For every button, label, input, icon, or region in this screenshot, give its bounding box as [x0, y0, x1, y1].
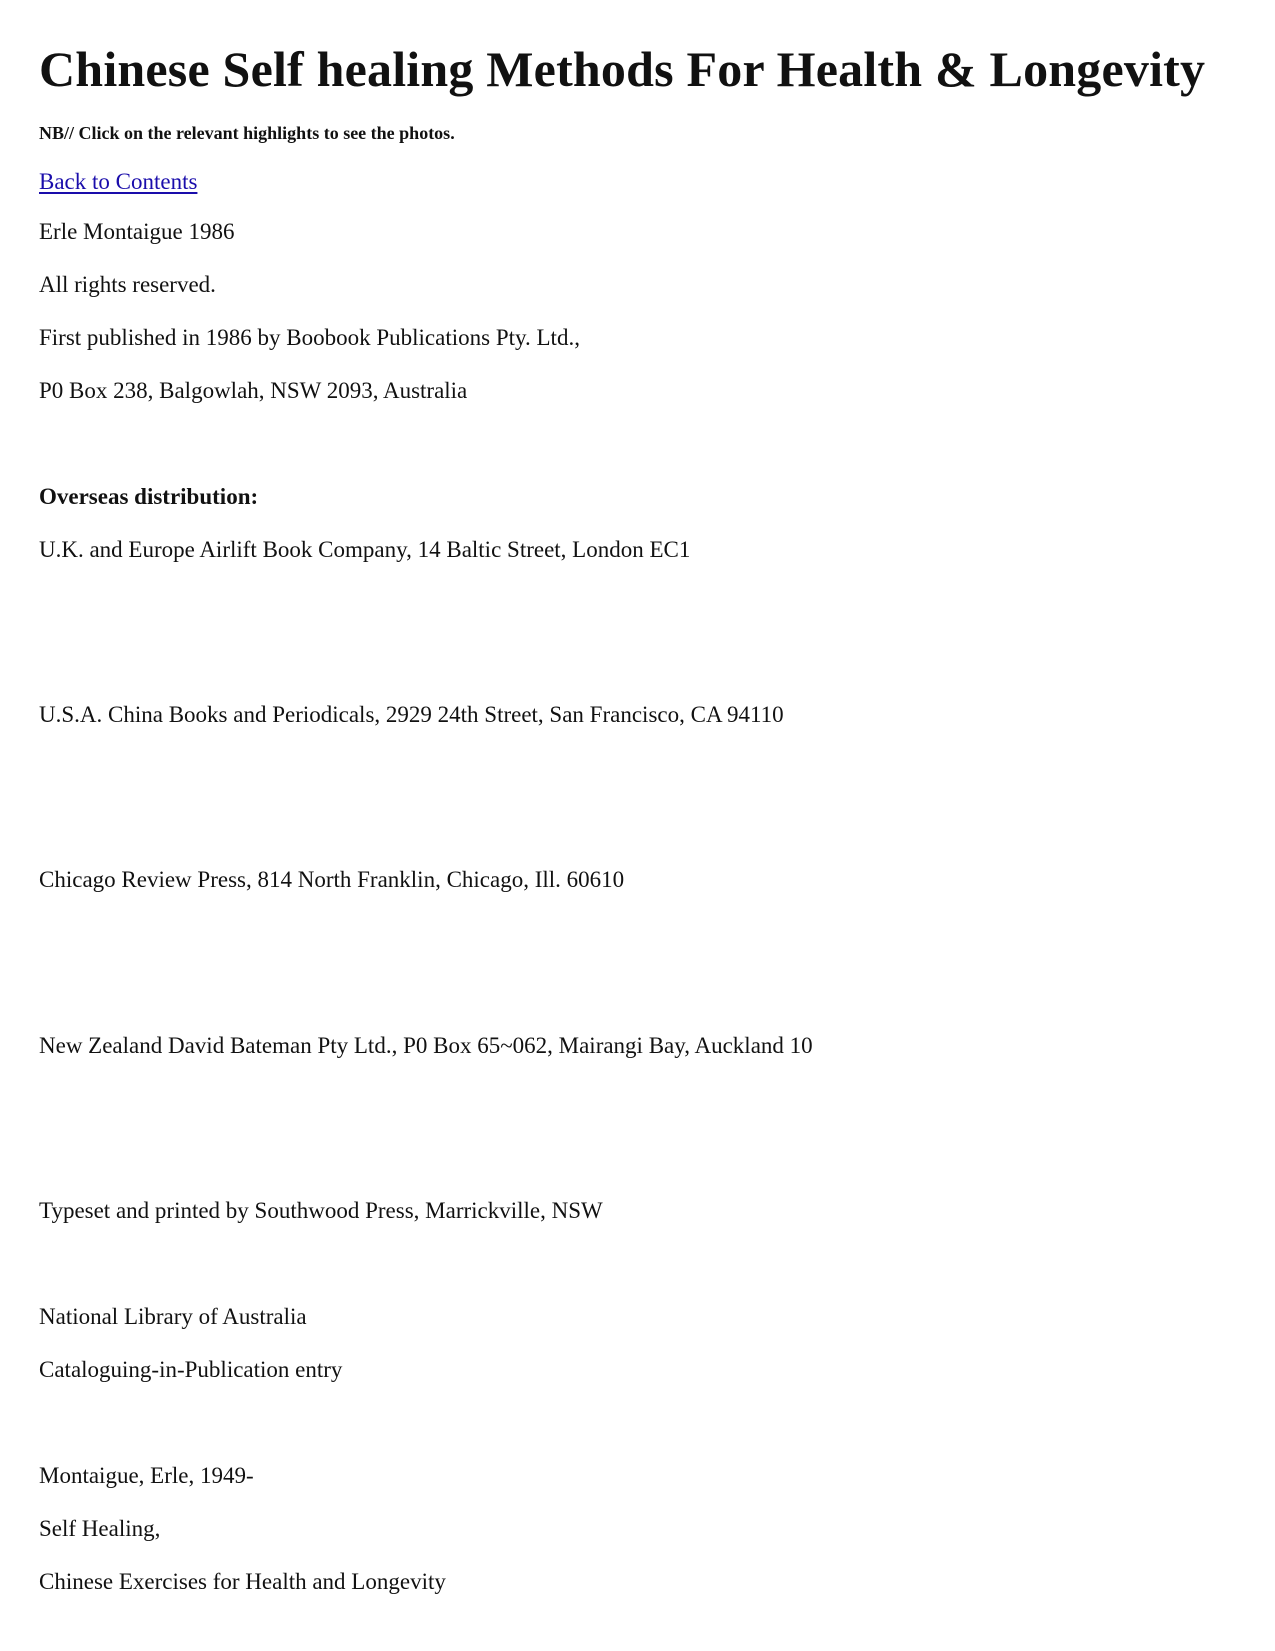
- distributor-nz: New Zealand David Bateman Pty Ltd., P0 Box 65~062, Mairangi Bay, Auckland 10: [39, 1033, 813, 1058]
- entry-author: Montaigue, Erle, 1949-: [39, 1463, 254, 1488]
- entry-title: Self Healing,: [39, 1516, 161, 1541]
- overseas-heading: Overseas distribution:: [39, 484, 259, 509]
- cataloguing-line: Cataloguing-in-Publication entry: [39, 1357, 343, 1382]
- entry-subtitle: Chinese Exercises for Health and Longevity: [39, 1569, 446, 1594]
- printer-line: Typeset and printed by Southwood Press, Marrickville, NSW: [39, 1198, 603, 1223]
- photo-note: NB// Click on the relevant highlights to see the photos.: [39, 123, 455, 143]
- back-to-contents-link[interactable]: Back to Contents: [39, 169, 198, 194]
- copyright-author: Erle Montaigue 1986: [39, 219, 235, 244]
- distributor-uk: U.K. and Europe Airlift Book Company, 14 Baltic Street, London EC1: [39, 537, 691, 562]
- page-title: Chinese Self healing Methods For Health & Longevity: [39, 41, 1206, 97]
- library-line: National Library of Australia: [39, 1304, 307, 1329]
- distributor-chicago: Chicago Review Press, 814 North Franklin, Chicago, Ill. 60610: [39, 867, 625, 892]
- rights-statement: All rights reserved.: [39, 272, 216, 297]
- distributor-usa: U.S.A. China Books and Periodicals, 2929 24th Street, San Francisco, CA 94110: [39, 702, 784, 727]
- publisher-line: First published in 1986 by Boobook Publications Pty. Ltd.,: [39, 325, 580, 350]
- publisher-address: P0 Box 238, Balgowlah, NSW 2093, Australia: [39, 378, 468, 403]
